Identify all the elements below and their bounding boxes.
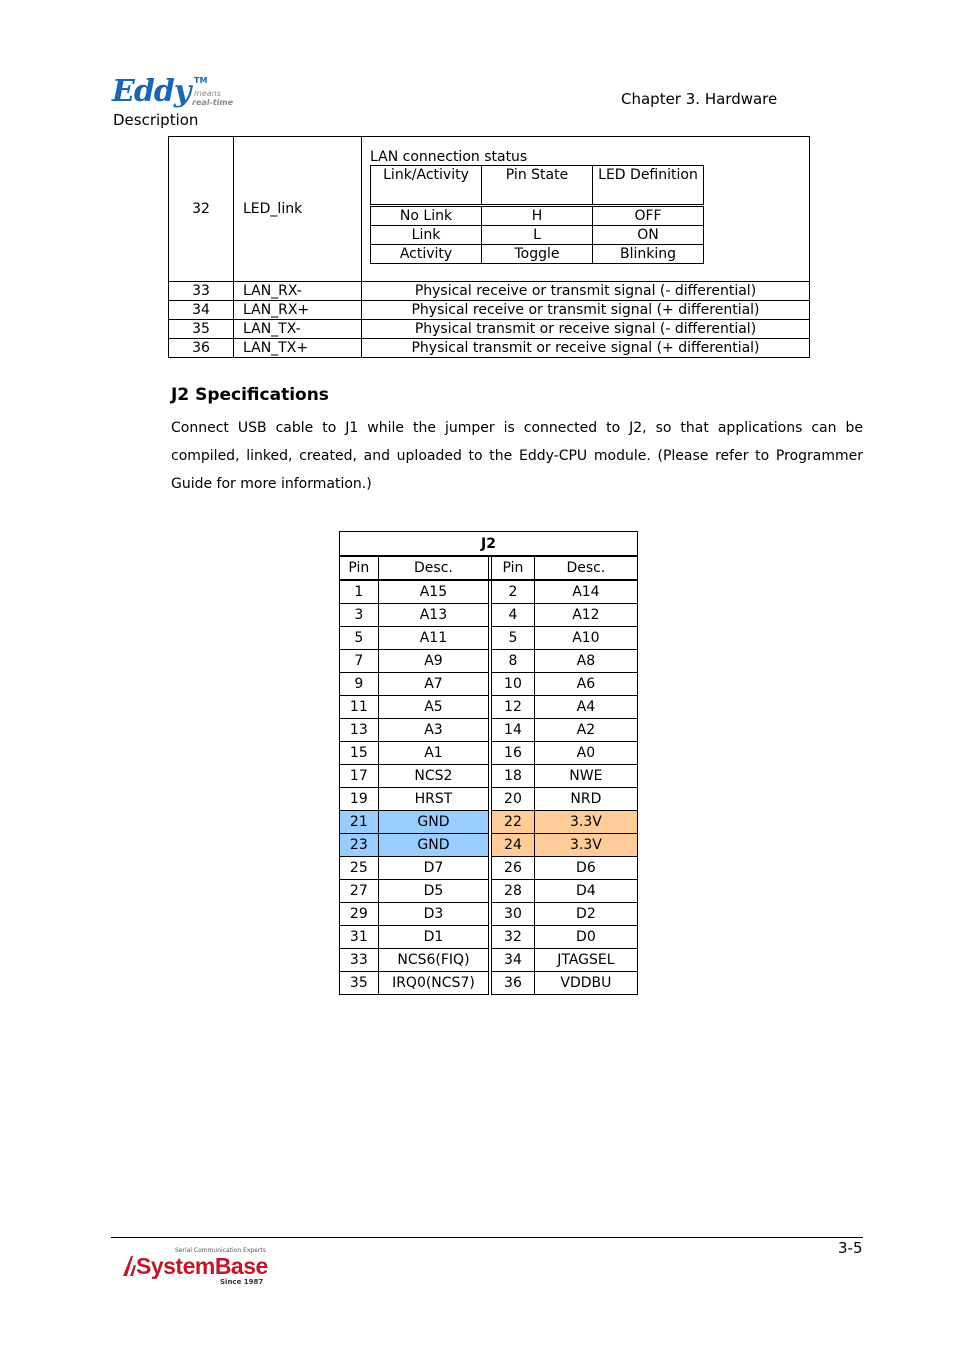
lan-cell-value: L <box>482 226 593 245</box>
table-row <box>169 137 810 282</box>
j2-paragraph: Connect USB cable to J1 while the jumper is connected to J2, so that applications can be compiled, linked, created, and uploaded to the Eddy-CPU module. (Please refer to Programmer Guide for more information.) <box>171 420 863 492</box>
table-row <box>340 903 638 926</box>
table-row <box>340 627 638 650</box>
table-row <box>340 673 638 696</box>
j2-desc: D5 <box>378 880 489 903</box>
table-row <box>371 245 704 264</box>
j2-desc: A10 <box>534 627 637 650</box>
lan-status-cell <box>362 137 810 282</box>
j2-pin: 17 <box>340 765 379 788</box>
j2-desc: NCS6(FIQ) <box>378 949 489 972</box>
lan-cell-value: H <box>482 206 593 226</box>
j2-desc: A5 <box>378 696 489 719</box>
j2-desc: D3 <box>378 903 489 926</box>
j2-pin: 11 <box>340 696 379 719</box>
j2-pin: 12 <box>492 696 535 719</box>
j2-desc: NCS2 <box>378 765 489 788</box>
eddy-logo-tm: TM <box>194 76 208 85</box>
j2-pin: 33 <box>340 949 379 972</box>
j2-pin-table <box>339 531 638 995</box>
j2-desc: A14 <box>534 580 637 604</box>
pin-description-table <box>168 136 810 358</box>
lan-cell-value: No Link <box>371 206 482 226</box>
j2-pin: 5 <box>340 627 379 650</box>
j2-pin: 27 <box>340 880 379 903</box>
j2-pin: 13 <box>340 719 379 742</box>
eddy-logo <box>112 74 242 114</box>
eddy-logo-text: Eddy <box>112 74 191 109</box>
lan-cell-value: OFF <box>593 206 704 226</box>
j2-header-desc: Desc. <box>534 556 637 580</box>
j2-pin: 35 <box>340 972 379 995</box>
footer-divider <box>111 1237 863 1238</box>
table-row <box>340 949 638 972</box>
table-row <box>340 857 638 880</box>
j2-desc: GND <box>378 811 489 834</box>
j2-heading: J2 Specifications <box>171 385 329 405</box>
j2-pin: 18 <box>492 765 535 788</box>
j2-pin: 1 <box>340 580 379 604</box>
j2-desc: D0 <box>534 926 637 949</box>
table-row <box>340 580 638 604</box>
j2-pin: 23 <box>340 834 379 857</box>
j2-desc: GND <box>378 834 489 857</box>
j2-desc: HRST <box>378 788 489 811</box>
j2-header-row <box>340 556 638 580</box>
page-number: 3-5 <box>838 1239 863 1257</box>
j2-desc: A3 <box>378 719 489 742</box>
j2-pin: 8 <box>492 650 535 673</box>
lan-header-led: LED Definition <box>593 166 704 206</box>
j2-desc: A12 <box>534 604 637 627</box>
j2-desc: A7 <box>378 673 489 696</box>
j2-pin: 29 <box>340 903 379 926</box>
pin-number: 32 <box>169 137 234 282</box>
j2-pin: 22 <box>492 811 535 834</box>
pin-name: LAN_RX+ <box>234 300 362 319</box>
j2-desc: 3.3V <box>534 811 637 834</box>
j2-pin: 16 <box>492 742 535 765</box>
systembase-logo-tagline: Serial Communication Experts <box>175 1247 266 1254</box>
pin-desc: Physical receive or transmit signal (- differential) <box>362 281 810 300</box>
j2-pin: 20 <box>492 788 535 811</box>
pin-name: LAN_TX- <box>234 319 362 338</box>
j2-pin: 19 <box>340 788 379 811</box>
j2-desc: A6 <box>534 673 637 696</box>
j2-pin: 31 <box>340 926 379 949</box>
j2-pin: 14 <box>492 719 535 742</box>
table-row <box>340 880 638 903</box>
pin-desc: Physical transmit or receive signal (- differential) <box>362 319 810 338</box>
pin-desc: Physical transmit or receive signal (+ differential) <box>362 338 810 357</box>
j2-desc: NRD <box>534 788 637 811</box>
j2-desc: A1 <box>378 742 489 765</box>
pin-name: LED_link <box>234 137 362 282</box>
j2-desc: A4 <box>534 696 637 719</box>
j2-pin: 28 <box>492 880 535 903</box>
table-row <box>340 765 638 788</box>
lan-cell-value: ON <box>593 226 704 245</box>
chapter-title: Chapter 3. Hardware <box>621 90 778 108</box>
table-row <box>340 742 638 765</box>
j2-desc: A11 <box>378 627 489 650</box>
eddy-logo-tagline-1: means <box>194 89 221 98</box>
table-row <box>340 788 638 811</box>
j2-pin: 26 <box>492 857 535 880</box>
table-row <box>340 834 638 857</box>
table-row <box>340 926 638 949</box>
pin-number: 33 <box>169 281 234 300</box>
j2-pin: 34 <box>492 949 535 972</box>
j2-desc: A8 <box>534 650 637 673</box>
j2-table-title: J2 <box>340 532 638 557</box>
j2-desc: A0 <box>534 742 637 765</box>
j2-pin: 4 <box>492 604 535 627</box>
j2-pin: 5 <box>492 627 535 650</box>
table-row <box>340 696 638 719</box>
pin-desc: Physical receive or transmit signal (+ differential) <box>362 300 810 319</box>
j2-pin: 32 <box>492 926 535 949</box>
table-row <box>371 206 704 226</box>
j2-desc: D7 <box>378 857 489 880</box>
table-row <box>340 604 638 627</box>
j2-desc: D2 <box>534 903 637 926</box>
j2-pin: 21 <box>340 811 379 834</box>
j2-pin: 25 <box>340 857 379 880</box>
lan-cell-value: Blinking <box>593 245 704 264</box>
table-row <box>340 719 638 742</box>
systembase-logo-since: Since 1987 <box>220 1278 264 1286</box>
j2-desc: A13 <box>378 604 489 627</box>
eddy-logo-tagline-2: real-time <box>192 98 234 107</box>
j2-desc: D6 <box>534 857 637 880</box>
table-row <box>371 226 704 245</box>
j2-desc: VDDBU <box>534 972 637 995</box>
j2-desc: A2 <box>534 719 637 742</box>
j2-desc: JTAGSEL <box>534 949 637 972</box>
j2-desc: IRQ0(NCS7) <box>378 972 489 995</box>
j2-pin: 3 <box>340 604 379 627</box>
table-row <box>169 338 810 357</box>
lan-cell-value: Toggle <box>482 245 593 264</box>
lan-header-state: Pin State <box>482 166 593 206</box>
j2-pin: 9 <box>340 673 379 696</box>
pin-name: LAN_TX+ <box>234 338 362 357</box>
lan-status-title: LAN connection status <box>370 149 528 165</box>
lan-status-table <box>370 165 704 264</box>
j2-header-pin: Pin <box>340 556 379 580</box>
j2-desc: D1 <box>378 926 489 949</box>
j2-desc: A15 <box>378 580 489 604</box>
pin-number: 35 <box>169 319 234 338</box>
pin-name: LAN_RX- <box>234 281 362 300</box>
j2-desc: A9 <box>378 650 489 673</box>
j2-pin: 7 <box>340 650 379 673</box>
pin-number: 36 <box>169 338 234 357</box>
table-row <box>340 650 638 673</box>
j2-pin: 15 <box>340 742 379 765</box>
j2-pin: 24 <box>492 834 535 857</box>
j2-desc: 3.3V <box>534 834 637 857</box>
j2-pin: 2 <box>492 580 535 604</box>
systembase-logo-text: SystemBase <box>136 1253 268 1279</box>
lan-header-link: Link/Activity <box>371 166 482 206</box>
pin-number: 34 <box>169 300 234 319</box>
section-label: Description <box>113 111 199 129</box>
systembase-logo <box>122 1247 272 1287</box>
j2-desc: NWE <box>534 765 637 788</box>
table-row <box>340 972 638 995</box>
table-row <box>169 319 810 338</box>
j2-header-desc: Desc. <box>378 556 489 580</box>
lan-cell-value: Activity <box>371 245 482 264</box>
lan-cell-value: Link <box>371 226 482 245</box>
table-row <box>169 300 810 319</box>
j2-pin: 36 <box>492 972 535 995</box>
j2-desc: D4 <box>534 880 637 903</box>
j2-pin: 30 <box>492 903 535 926</box>
j2-pin: 10 <box>492 673 535 696</box>
table-row <box>169 281 810 300</box>
table-row <box>340 811 638 834</box>
j2-header-pin: Pin <box>492 556 535 580</box>
